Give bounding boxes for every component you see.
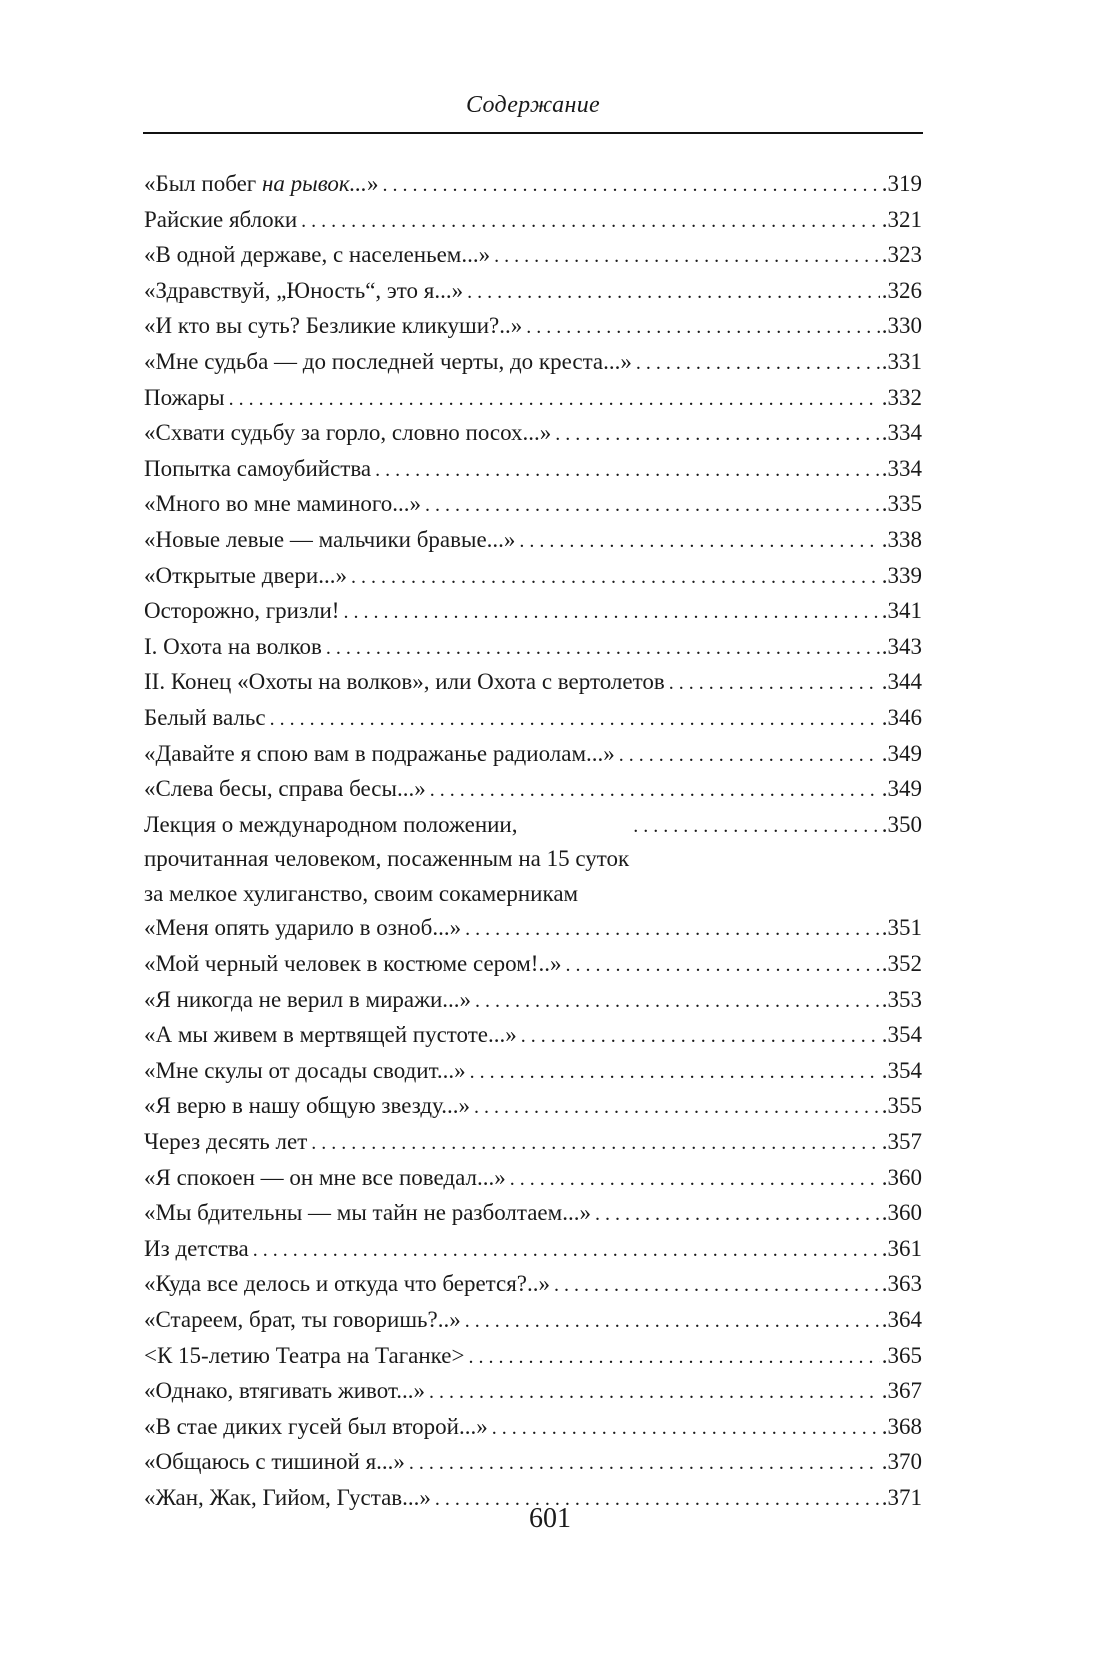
toc-entry-title: «Я спокоен — он мне все поведал...» bbox=[144, 1164, 506, 1190]
page-number: 601 bbox=[529, 1503, 571, 1534]
toc-entry bbox=[144, 487, 922, 523]
toc-entry-title: «Много во мне маминого...» bbox=[144, 491, 422, 517]
dot-leader bbox=[633, 809, 880, 844]
toc-entry bbox=[144, 559, 922, 595]
dot-leader bbox=[467, 275, 880, 310]
dot-leader bbox=[253, 1233, 880, 1268]
dot-leader bbox=[465, 912, 880, 947]
dot-leader bbox=[595, 1197, 880, 1232]
toc-entry-title: «Мы бдительны — мы тайн не разболтаем...» bbox=[144, 1200, 591, 1226]
toc-entry-title: «Общаюсь с тишиной я...» bbox=[144, 1449, 405, 1475]
toc-entry-page: .326 bbox=[881, 277, 922, 303]
toc-entry bbox=[144, 1161, 922, 1197]
toc-entry-page: .350 bbox=[881, 811, 922, 837]
toc-entry bbox=[144, 808, 922, 912]
dot-leader bbox=[270, 702, 880, 737]
toc-entry-title: «Давайте я спою вам в подражанье радиолам...» bbox=[144, 740, 615, 766]
toc-entry bbox=[144, 309, 922, 345]
toc-entry-page: .343 bbox=[881, 633, 922, 659]
toc-entry bbox=[144, 665, 922, 701]
toc-entry-page: .344 bbox=[881, 669, 922, 695]
toc-entry bbox=[144, 381, 922, 417]
dot-leader bbox=[510, 1162, 880, 1197]
toc-entry bbox=[144, 594, 922, 630]
dot-leader bbox=[475, 984, 880, 1019]
toc-entry bbox=[144, 947, 922, 983]
toc-entry-page: .341 bbox=[881, 598, 922, 624]
dot-leader bbox=[343, 595, 879, 630]
toc-entry-page: .360 bbox=[881, 1200, 922, 1226]
toc-entry-page: .346 bbox=[881, 704, 922, 730]
toc-entry-title: «Мне скулы от досады сводит...» bbox=[144, 1057, 466, 1083]
toc-entry bbox=[144, 1445, 922, 1481]
toc-entry-title: «В одной державе, с населеньем...» bbox=[144, 242, 491, 268]
toc-entry bbox=[144, 630, 922, 666]
toc-entry bbox=[144, 452, 922, 488]
dot-leader bbox=[474, 1090, 880, 1125]
toc-entry-title: «Меня опять ударило в озноб...» bbox=[144, 915, 462, 941]
toc-entry-page: .368 bbox=[881, 1413, 922, 1439]
toc-entry-page: .351 bbox=[881, 915, 922, 941]
toc-entry-title: «И кто вы суть? Безликие кликуши?..» bbox=[144, 313, 523, 339]
toc-entry bbox=[144, 911, 922, 947]
toc-entry-page: .370 bbox=[881, 1449, 922, 1475]
toc-entry-title: «Куда все делось и откуда что берется?..» bbox=[144, 1271, 550, 1297]
toc-entry bbox=[144, 1196, 922, 1232]
toc-entry bbox=[144, 1267, 922, 1303]
toc-entry bbox=[144, 523, 922, 559]
dot-leader bbox=[519, 524, 879, 559]
toc-entry-page: .354 bbox=[881, 1022, 922, 1048]
toc-entry-page: .352 bbox=[881, 951, 922, 977]
toc-entry bbox=[144, 1410, 922, 1446]
toc-entry bbox=[144, 1339, 922, 1375]
dot-leader bbox=[492, 1411, 880, 1446]
toc-entry-title-part: » bbox=[366, 171, 379, 196]
toc-entry bbox=[144, 274, 922, 310]
toc-entry-title: Через десять лет bbox=[144, 1129, 308, 1155]
toc-entry-page: .363 bbox=[881, 1271, 922, 1297]
toc-entry-page: .334 bbox=[881, 420, 922, 446]
toc-entry bbox=[144, 701, 922, 737]
dot-leader bbox=[619, 738, 880, 773]
toc-entry-title: «Открытые двери...» bbox=[144, 562, 347, 588]
toc-entry-page: .332 bbox=[881, 384, 922, 410]
toc-entry-title: «Я никогда не верил в миражи...» bbox=[144, 986, 472, 1012]
dot-leader bbox=[526, 310, 880, 345]
toc-entry-title: Осторожно, гризли! bbox=[144, 598, 340, 624]
toc-entry-page: .323 bbox=[881, 242, 922, 268]
toc-entry-title: «Мне судьба — до последней черты, до креста...» bbox=[144, 348, 632, 374]
toc-entry-title: «Схвати судьбу за горло, словно посох...» bbox=[144, 420, 552, 446]
dot-leader bbox=[382, 168, 879, 203]
toc-entry bbox=[144, 1374, 922, 1410]
toc-entry bbox=[144, 737, 922, 773]
running-head: Содержание bbox=[466, 92, 600, 118]
dot-leader bbox=[470, 1055, 880, 1090]
dot-leader bbox=[465, 1304, 880, 1339]
dot-leader bbox=[375, 453, 880, 488]
toc-entry-page: .349 bbox=[881, 776, 922, 802]
toc-entry-page: .321 bbox=[881, 206, 922, 232]
toc-entry bbox=[144, 203, 922, 239]
header-rule bbox=[143, 132, 923, 134]
toc-entry-page: .365 bbox=[881, 1342, 922, 1368]
toc-entry bbox=[144, 1303, 922, 1339]
toc-entry bbox=[144, 1018, 922, 1054]
toc-entry-title bbox=[144, 167, 378, 202]
toc-entry-title: «Однако, втягивать живот...» bbox=[144, 1378, 426, 1404]
toc-entry-page: .353 bbox=[881, 986, 922, 1012]
toc-entry-page: .367 bbox=[881, 1378, 922, 1404]
toc-entry-page: .360 bbox=[881, 1164, 922, 1190]
toc-entry-title: Лекция о международном положении, прочитанная человеком, посаженным на 15 суток за мелкое хулиганство, своим сокамерникам bbox=[144, 811, 630, 906]
toc-entry-page: .371 bbox=[881, 1484, 922, 1510]
dot-leader bbox=[521, 1019, 880, 1054]
dot-leader bbox=[636, 346, 880, 381]
toc-entry-title: <К 15-летию Театра на Таганке> bbox=[144, 1342, 465, 1368]
dot-leader bbox=[311, 1126, 879, 1161]
toc-entry bbox=[144, 238, 922, 274]
dot-leader bbox=[229, 382, 880, 417]
dot-leader bbox=[554, 1268, 880, 1303]
dot-leader bbox=[430, 773, 880, 808]
toc-entry-title: Райские яблоки bbox=[144, 206, 298, 232]
toc-entry bbox=[144, 1232, 922, 1268]
toc-entry-title: «Слева бесы, справа бесы...» bbox=[144, 776, 426, 802]
toc-entry-page: .357 bbox=[881, 1129, 922, 1155]
toc-entry-title: «Мой черный человек в костюме сером!..» bbox=[144, 951, 562, 977]
toc-entry-page: .338 bbox=[881, 526, 922, 552]
toc-entry-title-italic: на рывок... bbox=[262, 171, 367, 196]
toc-entry-title: «Жан, Жак, Гийом, Густав...» bbox=[144, 1484, 431, 1510]
dot-leader bbox=[351, 560, 880, 595]
toc-entry-title-part: «Был побег bbox=[144, 171, 262, 196]
dot-leader bbox=[301, 204, 880, 239]
toc-entry-page: .334 bbox=[881, 455, 922, 481]
toc-entry-title: «Здравствуй, „Юность“, это я...» bbox=[144, 277, 464, 303]
dot-leader bbox=[669, 666, 880, 701]
dot-leader bbox=[555, 417, 879, 452]
toc-entry-page: .331 bbox=[881, 348, 922, 374]
toc-entry-page: .364 bbox=[881, 1307, 922, 1332]
toc-entry-page: .355 bbox=[881, 1093, 922, 1119]
toc-entry bbox=[144, 983, 922, 1019]
dot-leader bbox=[565, 948, 879, 983]
toc-entry-page: .319 bbox=[881, 171, 922, 196]
dot-leader bbox=[429, 1375, 880, 1410]
dot-leader bbox=[409, 1446, 880, 1481]
toc-entry-title: Из детства bbox=[144, 1235, 249, 1261]
toc-entry bbox=[144, 1125, 922, 1161]
toc-entry bbox=[144, 167, 922, 203]
toc-entry-page: .335 bbox=[881, 491, 922, 517]
dot-leader bbox=[326, 631, 880, 666]
toc-entry-title: «Я верю в нашу общую звезду...» bbox=[144, 1093, 471, 1119]
toc-entry-title: «Стареем, брат, ты говоришь?..» bbox=[144, 1307, 461, 1332]
toc-entry bbox=[144, 1089, 922, 1125]
toc-entry-title: Пожары bbox=[144, 384, 225, 410]
toc-entry bbox=[144, 345, 922, 381]
toc-entry-title: «А мы живем в мертвящей пустоте...» bbox=[144, 1022, 517, 1048]
dot-leader bbox=[425, 488, 880, 523]
toc-entry-page: .361 bbox=[881, 1235, 922, 1261]
toc-entry-title: II. Конец «Охоты на волков», или Охота с вертолетов bbox=[144, 669, 665, 695]
table-of-contents bbox=[144, 167, 922, 1517]
dot-leader bbox=[494, 239, 880, 274]
toc-entry-title: Белый вальс bbox=[144, 704, 266, 730]
toc-entry-title: Попытка самоубийства bbox=[144, 455, 372, 481]
toc-entry bbox=[144, 1054, 922, 1090]
dot-leader bbox=[468, 1340, 879, 1375]
toc-entry-title: «Новые левые — мальчики бравые...» bbox=[144, 526, 516, 552]
toc-entry-title: I. Охота на волков bbox=[144, 633, 322, 659]
toc-entry-title: «В стае диких гусей был второй...» bbox=[144, 1413, 488, 1439]
toc-entry-page: .354 bbox=[881, 1057, 922, 1083]
toc-entry bbox=[144, 416, 922, 452]
toc-entry-page: .330 bbox=[881, 313, 922, 339]
toc-entry bbox=[144, 772, 922, 808]
toc-entry-page: .339 bbox=[881, 562, 922, 588]
toc-entry-page: .349 bbox=[881, 740, 922, 766]
